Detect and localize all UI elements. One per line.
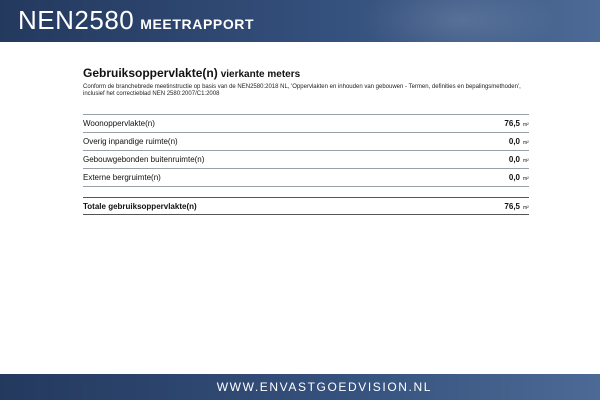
table-row [83, 114, 529, 132]
report-title [83, 66, 529, 82]
row-value-number: 76,5 [504, 119, 520, 128]
brand-sub: MEETRAPPORT [140, 16, 255, 32]
total-value-number: 76,5 [504, 201, 520, 211]
footer-banner [0, 374, 600, 400]
report-content [83, 66, 529, 215]
row-value-unit: m² [523, 176, 529, 182]
row-value [509, 173, 529, 182]
brand-logo [18, 5, 254, 36]
row-value-number: 0,0 [508, 137, 520, 146]
footer-url[interactable]: WWW.ENVASTGOEDVISION.NL [216, 380, 432, 394]
row-label: Woonoppervlakte(n) [83, 119, 155, 128]
table-row [83, 168, 529, 187]
total-value [504, 202, 529, 211]
total-row [83, 197, 529, 215]
row-value [509, 155, 529, 164]
table-row [83, 132, 529, 150]
header-shine [360, 0, 560, 42]
measurement-table [83, 114, 529, 187]
row-value-unit: m² [523, 158, 529, 164]
row-label: Externe bergruimte(n) [83, 173, 161, 182]
row-label: Gebouwgebonden buitenruimte(n) [83, 155, 205, 164]
row-value-unit: m² [523, 140, 529, 146]
report-title-main: Gebruiksoppervlakte(n) [83, 66, 218, 80]
report-description: Conform de branchebrede meetinstructie op basis van de NEN2580:2018 NL, 'Oppervlakten en inhouden van gebouwen - Termen, definities en bepalingsmethoden', inclusief het correctieblad NEN 2580:2007/C1:2008 [83, 84, 521, 97]
row-value-unit: m² [523, 122, 529, 128]
row-value-number: 0,0 [508, 155, 520, 164]
row-label: Overig inpandige ruimte(n) [83, 137, 178, 146]
row-value [504, 119, 529, 128]
report-subtitle: vierkante meters [220, 69, 301, 80]
brand-main: NEN2580 [18, 5, 135, 35]
total-label: Totale gebruiksoppervlakte(n) [83, 201, 197, 211]
row-value-number: 0,0 [508, 173, 520, 182]
row-value [509, 137, 529, 146]
total-value-unit: m² [523, 204, 529, 211]
header-banner [0, 0, 600, 42]
table-row [83, 150, 529, 168]
